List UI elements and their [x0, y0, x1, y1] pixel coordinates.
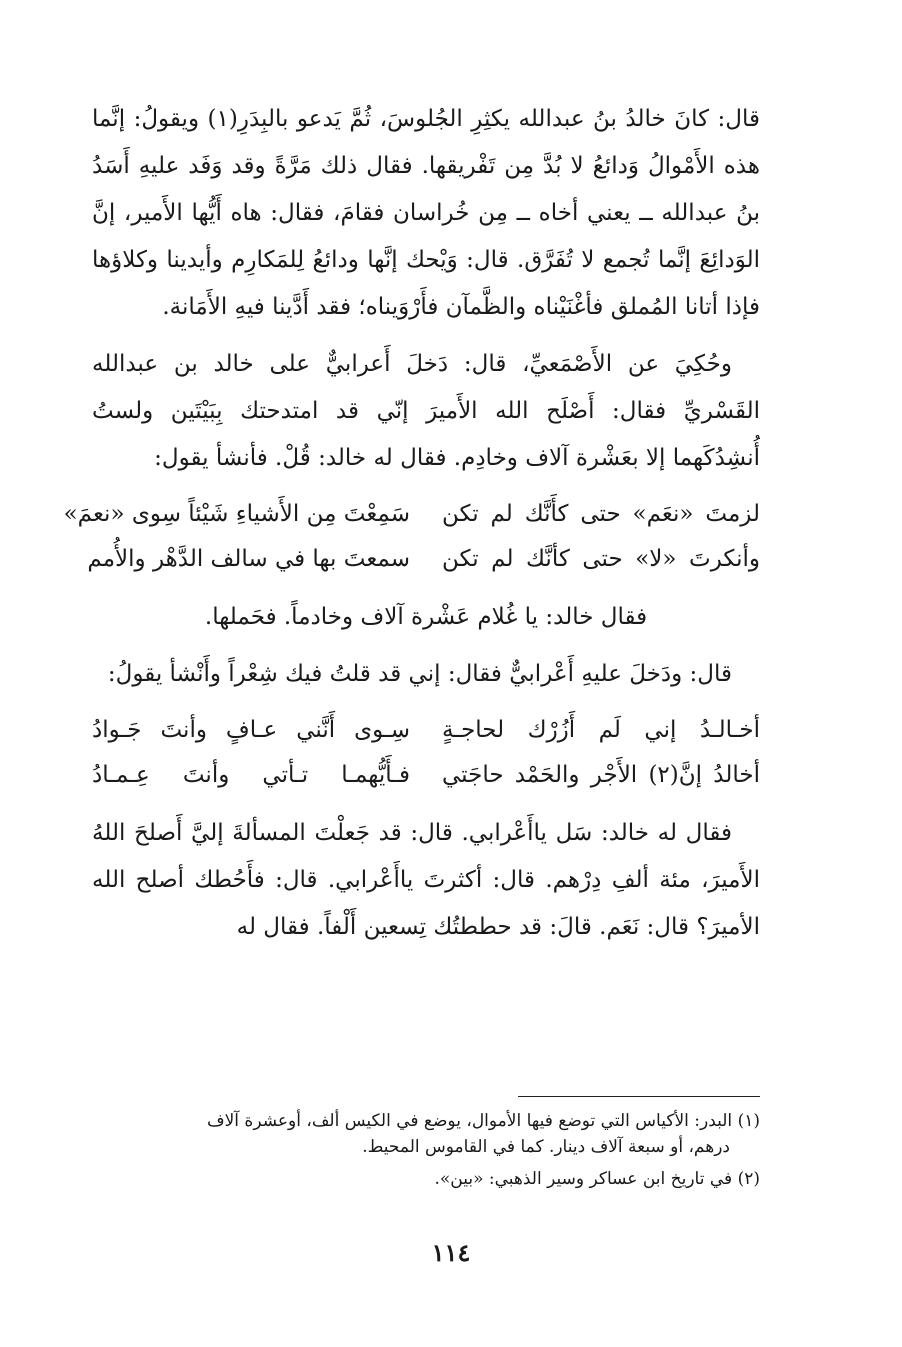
footnote-marker: (١) [737, 1111, 760, 1131]
hemistich-first: أخـالـدُ إني لَم أَزُرْك لحاجـةٍ [442, 717, 760, 743]
paragraph-2: وحُكِيَ عن الأَصْمَعيِّ، قال: دَخلَ أَعرابيٌّ على خالد بن عبدالله القَسْريِّ فقال: أَصْلَح الله الأَميرَ إنّي قد امتدحتك بِبَيْتَين ولستُ أُنشِدُكَهما إلا بعَشْرة آلاف وخادِم. فقال له خالد: قُلْ. فأنشأ يقول: [92, 351, 760, 471]
paragraph-4: فقال له خالد: سَل ياأَعْرابي. قال: قد جَعلْتَ المسألةَ إليَّ أَصلحَ اللهُ الأَميرَ، مئة ألفِ دِرْهم. قال: أكثرتَ ياأَعْرابي. قال: فأَحُطك أصلح الله الأميرَ؟ قال: نَعَم. قالَ: قد حططتُك تِسعين أَلْفاً. فقال له [92, 820, 760, 940]
footnote-text: البدر: الأكياس التي توضع فيها الأموال، يوضع في الكيس ألف، أوعشرة آلاف [206, 1111, 733, 1131]
page-number: ١١٤ [431, 1238, 471, 1267]
line-after-poem-1: فقال خالد: يا غُلام عَشْرة آلاف وخادماً. فحَملها. [204, 604, 648, 630]
hemistich-second: سمعتَ بها في سالف الدَّهْر والأُمم [87, 546, 410, 572]
poem-1 [63, 492, 760, 582]
page-body [63, 96, 760, 961]
footnotes [92, 1108, 760, 1198]
hemistich-first: أخالدُ إنَّ(٢) الأَجْر والحَمْد حاجَتي [442, 762, 760, 788]
hemistich-second: سِـوى أَنَّني عـافٍ وأنتَ جَـوادُ [92, 717, 410, 743]
footnote-text: في تاريخ ابن عساكر وسير الذهبي: «بين». [434, 1169, 733, 1189]
footnote-divider [518, 1096, 760, 1097]
footnote-1 [92, 1108, 760, 1160]
hemistich-second: فـأَيُّهمـا تـأتي وأنتَ عِـمـادُ [92, 762, 410, 788]
footnote-2 [92, 1166, 760, 1192]
poem-2 [92, 708, 760, 798]
poem-1-verse-2 [87, 537, 760, 582]
poem-2-verse-1 [92, 708, 760, 753]
poem-1-verse-1 [63, 492, 760, 537]
poem-2-verse-2 [92, 753, 760, 798]
hemistich-first: لزمتَ «نعَم» حتى كأَنَّك لم تكن [442, 501, 760, 527]
footnote-marker: (٢) [737, 1169, 760, 1189]
paragraph-3: قال: ودَخلَ عليهِ أَعْرابيٌّ فقال: إني قد قلتُ فيك شِعْراً وأَنْشأ يقولُ: [107, 661, 732, 687]
footnote-text-continued: درهم، أو سبعة آلاف دينار. كما في القاموس المحيط. [362, 1137, 730, 1157]
paragraph-1: قال: كانَ خالدُ بنُ عبدالله يكثِرِ الجُلوسَ، ثُمَّ يَدعو بالبِدَرِ(١) ويقولُ: إنَّما هذه الأَمْوالُ وَدائعُ لا بُدَّ مِن تَفْريقها. فقال ذلك مَرَّةً وقد وَفَد عليهِ أَسَدُ بنُ عبدالله ــ يعني أخاه ــ مِن خُراسان فقامَ، فقال: هاه أَيُّها الأَمير، إنَّ الوَدائِعَ إنَّما تُجمع لا تُفَرَّق. قال: وَيْحك إنَّها ودائعُ لِلمَكارِم وأيدينا وكلاؤها فإذا أتانا المُملق فأغْنَيْناه والظَّمآن فأَرْوَيناه؛ فقد أَدَّينا فيهِ الأَمَانة. [92, 106, 760, 320]
hemistich-second: سَمِعْتَ مِن الأَشياءِ شَيْئاً سِوى «نعمَ» [63, 501, 410, 527]
hemistich-first: وأنكرتَ «لا» حتى كأنَّك لم تكن [442, 546, 760, 572]
